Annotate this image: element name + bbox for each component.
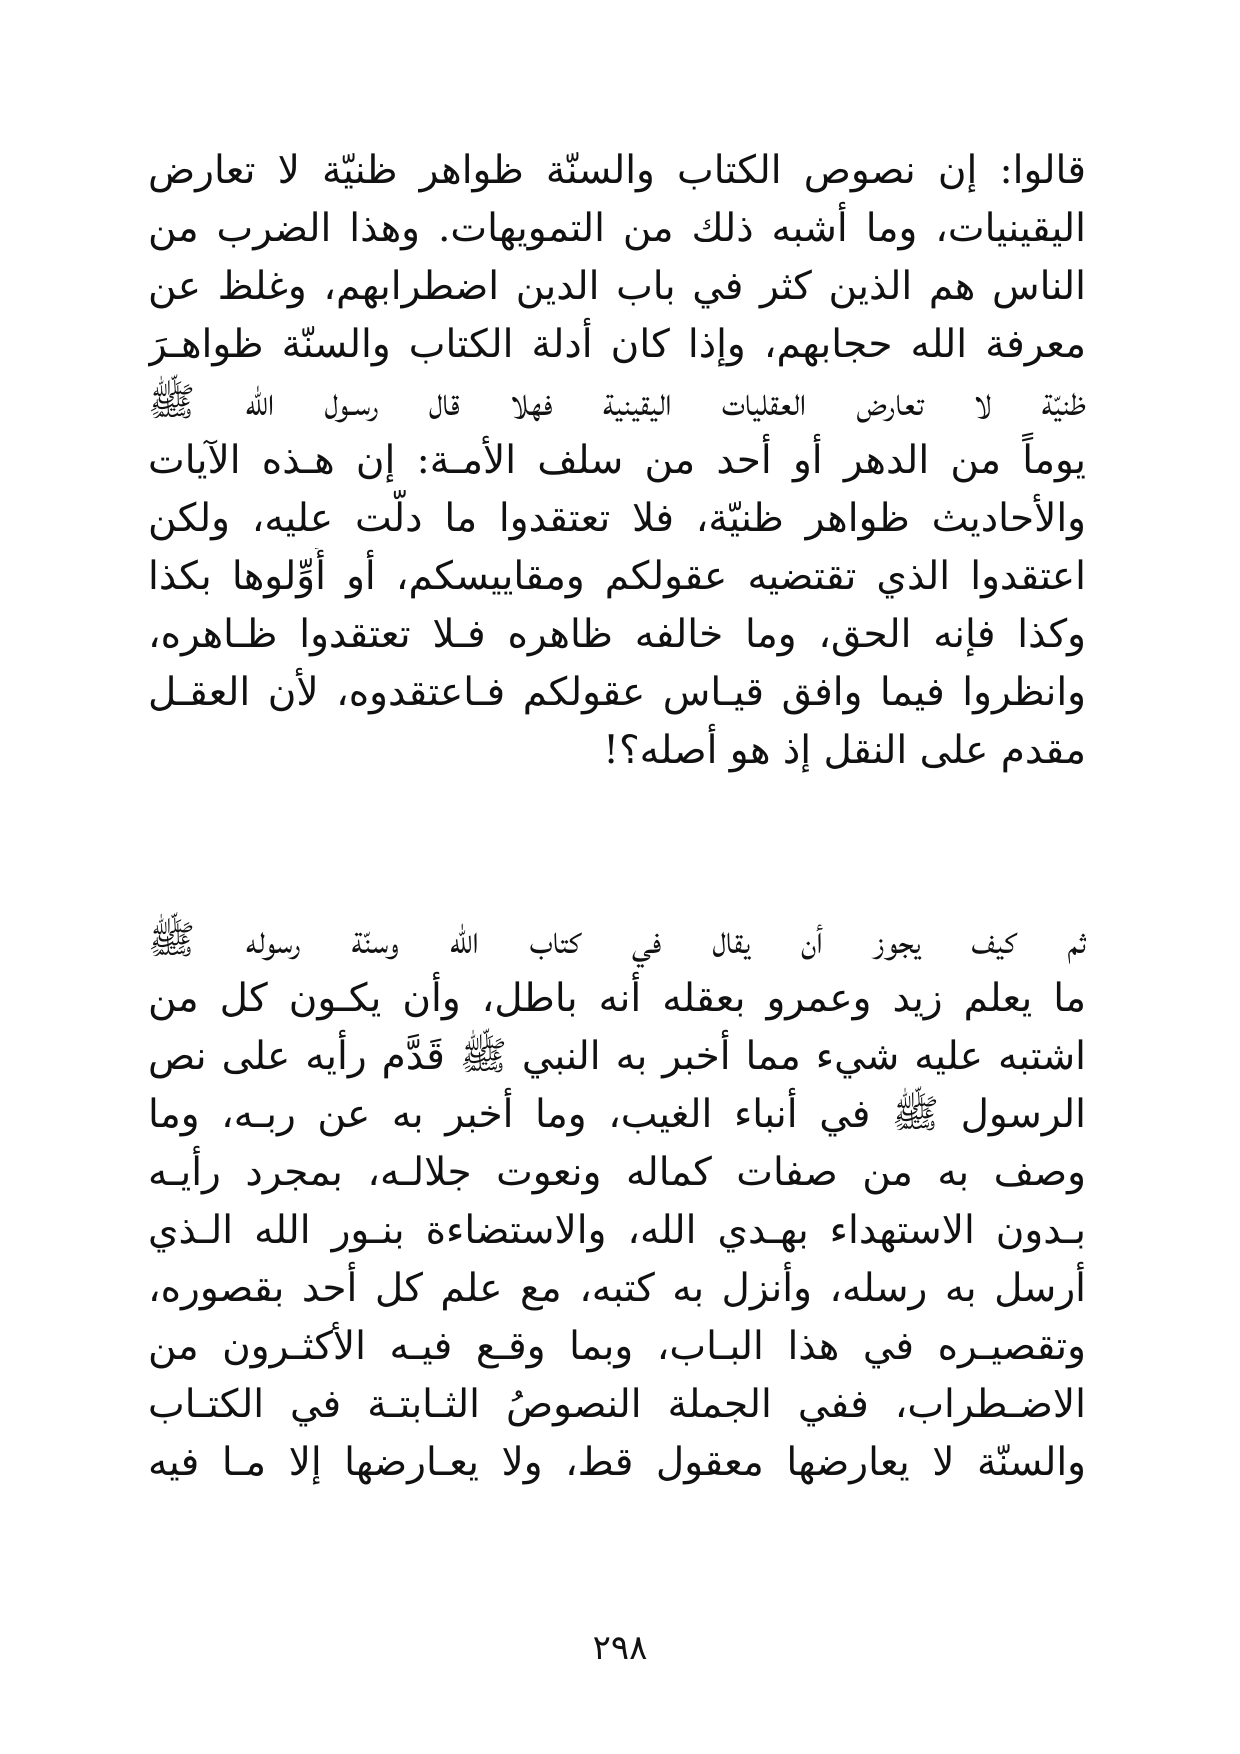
page-number: ٢٩٨ bbox=[592, 1628, 648, 1668]
text-line: اعتقدوا الذي تقتضيه عقولكم ومقاييسكم، أو أَوِّلوها بكذا bbox=[148, 554, 1086, 599]
text-line: يوماً من الدهر أو أحد من سلف الأمـة: إن هـذه الآيات bbox=[148, 438, 1086, 483]
text-line: معرفة الله حجابهم، وإذا كان أدلة الكتاب والسنّة ظواهـرَ bbox=[148, 322, 1086, 367]
text-line: ظنيّة لا تعارض العقليات اليقينية فهلا قال رسـول الله ﷺ bbox=[148, 380, 1086, 425]
paragraph-1 bbox=[148, 142, 1086, 780]
text-line: وصف به من صفات كماله ونعوت جلالـه، بمجرد رأيـه bbox=[148, 1150, 1086, 1195]
text-line: مقدم على النقل إذ هو أصله؟! bbox=[603, 728, 1086, 773]
text-line: اليقينيات، وما أشبه ذلك من التمويهات. وهذا الضرب من bbox=[148, 206, 1086, 251]
text-line: بـدون الاستهداء بهـدي الله، والاستضاءة بنـور الله الـذي bbox=[148, 1208, 1086, 1253]
text-line: ثم كيف يجوز أن يقال في كتاب الله وسنّة رسوله ﷺ bbox=[148, 918, 1086, 963]
text-line: وانظروا فيما وافق قيـاس عقولكم فـاعتقدوه، لأن العقـل bbox=[148, 670, 1086, 715]
text-line: والسنّة لا يعارضها معقول قط، ولا يعـارضها إلا مـا فيه bbox=[148, 1440, 1086, 1485]
text-line: اشتبه عليه شيء مما أخبر به النبي ﷺ قَدَّم رأيه على نص bbox=[148, 1034, 1086, 1079]
text-line: قالوا: إن نصوص الكتاب والسنّة ظواهر ظنيّة لا تعارض bbox=[148, 148, 1086, 193]
text-line: الاضـطراب، ففي الجملة النصوصُ الثـابتـة في الكتـاب bbox=[148, 1382, 1086, 1427]
text-line: والأحاديث ظواهر ظنيّة، فلا تعتقدوا ما دلّت عليه، ولكن bbox=[148, 496, 1086, 541]
text-line: الرسول ﷺ في أنباء الغيب، وما أخبر به عن ربـه، وما bbox=[148, 1092, 1086, 1137]
text-line: ما يعلم زيد وعمرو بعقله أنه باطل، وأن يكـون كل من bbox=[148, 976, 1086, 1021]
text-line: وتقصيـره في هذا البـاب، وبما وقـع فيـه الأكثـرون من bbox=[148, 1324, 1086, 1369]
paragraph-2 bbox=[148, 912, 1086, 1492]
text-line: وكذا فإنه الحق، وما خالفه ظاهره فـلا تعتقدوا ظـاهره، bbox=[148, 612, 1086, 657]
text-line: أرسل به رسله، وأنزل به كتبه، مع علم كل أحد بقصوره، bbox=[148, 1266, 1086, 1311]
text-line: الناس هم الذين كثر في باب الدين اضطرابهم، وغلظ عن bbox=[148, 264, 1086, 309]
